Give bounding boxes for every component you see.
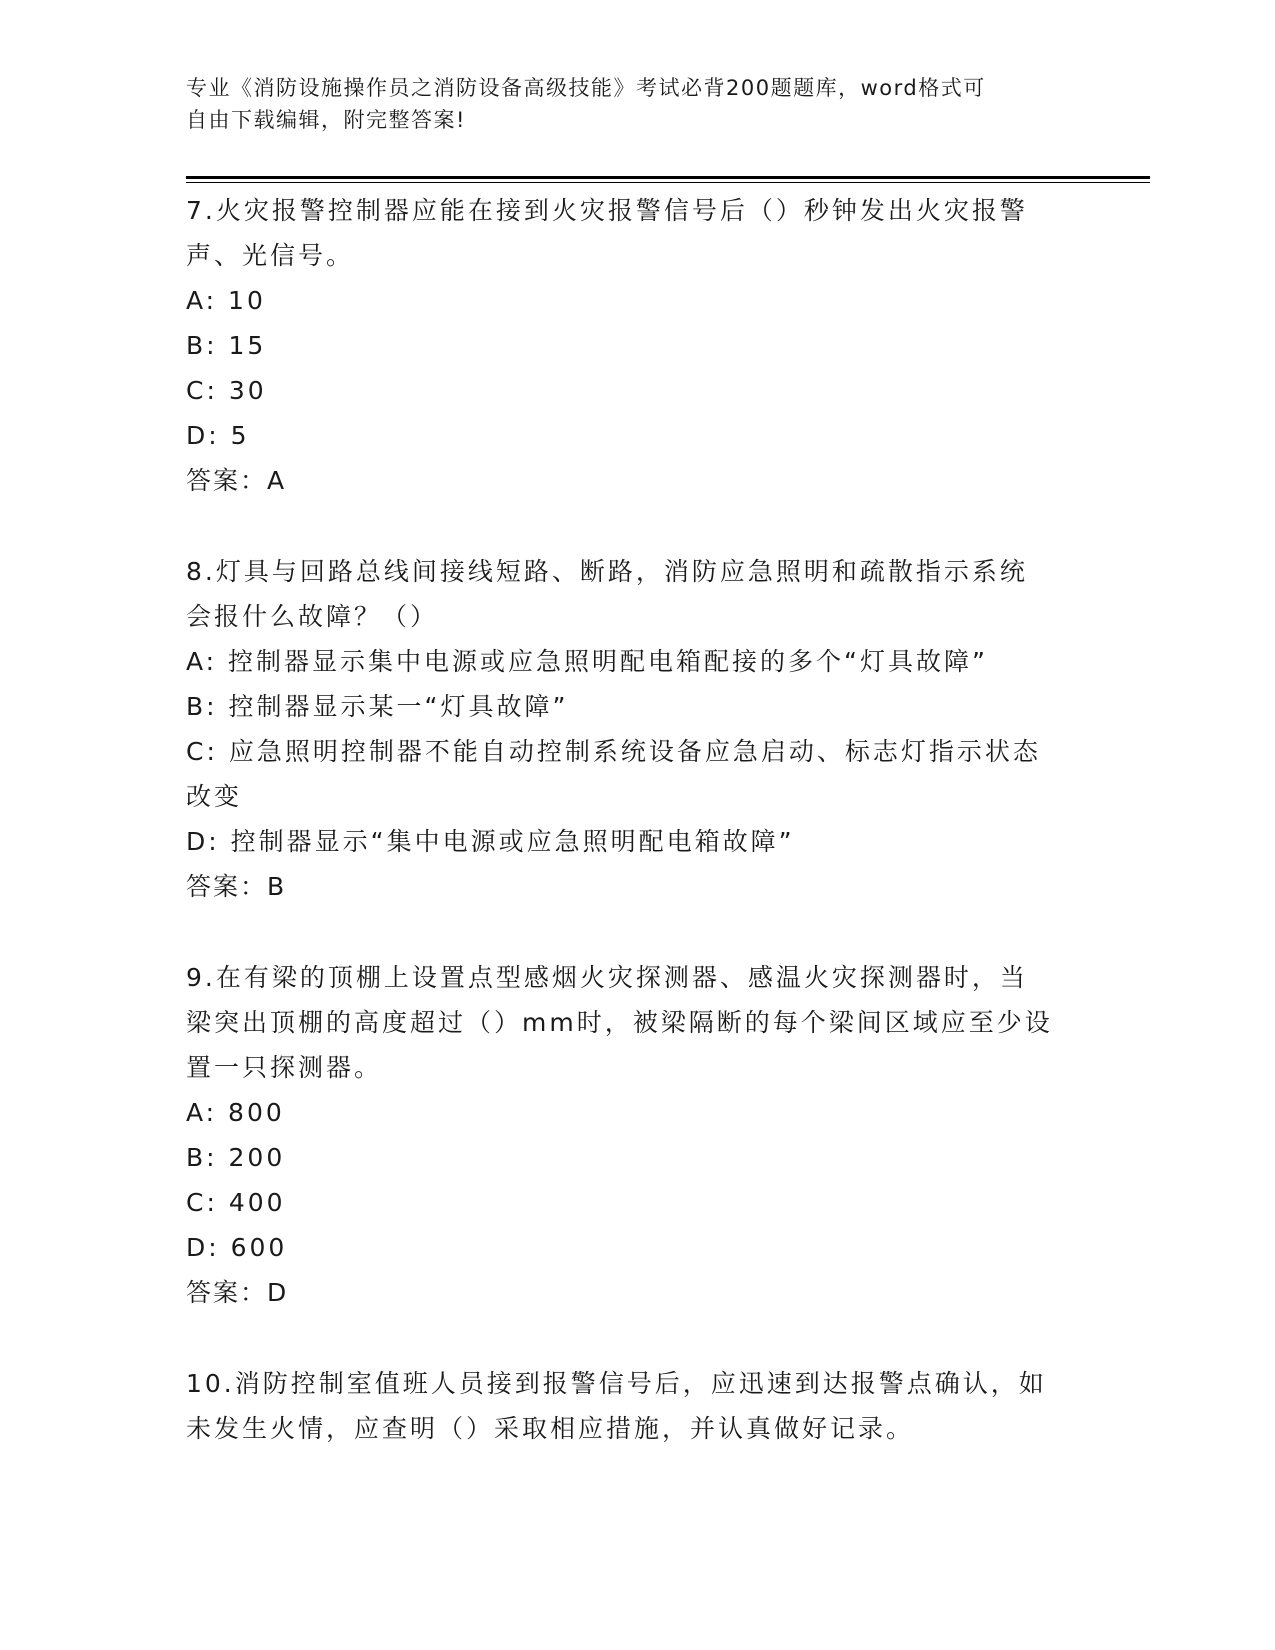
question-text-line: 9.在有梁的顶棚上设置点型感烟火灾探测器、感温火灾探测器时，当 xyxy=(186,963,1028,992)
header-intro-line-2: 自由下载编辑，附完整答案! xyxy=(186,108,466,132)
option-d: D: 5 xyxy=(186,421,250,450)
option-b: B: 控制器显示某一“灯具故障” xyxy=(186,692,569,721)
header-divider-thick xyxy=(186,176,1150,179)
question-text-line: 会报什么故障？（） xyxy=(186,602,439,631)
question-list xyxy=(186,188,1076,1497)
header-divider-thin xyxy=(186,182,1150,183)
option-c: C: 400 xyxy=(186,1188,286,1217)
answer: 答案：D xyxy=(186,1278,289,1307)
question-9 xyxy=(186,955,1076,1315)
option-c: C: 30 xyxy=(186,376,267,405)
option-d: D: 600 xyxy=(186,1233,288,1262)
option-a: A: 800 xyxy=(186,1098,285,1127)
option-d: D: 控制器显示“集中电源或应急照明配电箱故障” xyxy=(186,827,795,856)
question-text-line: 7.火灾报警控制器应能在接到火灾报警信号后（）秒钟发出火灾报警 xyxy=(186,196,1028,225)
question-text-line: 声、光信号。 xyxy=(186,241,355,270)
option-c: C: 应急照明控制器不能自动控制系统设备应急启动、标志灯指示状态 改变 xyxy=(186,737,1041,811)
option-a: A: 控制器显示集中电源或应急照明配电箱配接的多个“灯具故障” xyxy=(186,647,988,676)
option-a: A: 10 xyxy=(186,286,266,315)
question-text-line: 未发生火情，应查明（）采取相应措施，并认真做好记录。 xyxy=(186,1414,915,1443)
question-text-line: 梁突出顶棚的高度超过（）mm时，被梁隔断的每个梁间区域应至少设 xyxy=(186,1008,1053,1037)
option-b: B: 200 xyxy=(186,1143,286,1172)
question-text-line: 置一只探测器。 xyxy=(186,1053,383,1082)
question-text-line: 10.消防控制室值班人员接到报警信号后，应迅速到达报警点确认，如 xyxy=(186,1369,1047,1398)
answer: 答案：B xyxy=(186,872,287,901)
question-text-line: 8.灯具与回路总线间接线短路、断路，消防应急照明和疏散指示系统 xyxy=(186,557,1028,586)
document-header xyxy=(186,72,1066,136)
question-10 xyxy=(186,1361,1076,1451)
question-7 xyxy=(186,188,1076,503)
header-intro-line-1: 专业《消防设施操作员之消防设备高级技能》考试必背200题题库，word格式可 xyxy=(186,76,986,100)
answer: 答案：A xyxy=(186,466,287,495)
option-b: B: 15 xyxy=(186,331,267,360)
question-8 xyxy=(186,549,1076,909)
